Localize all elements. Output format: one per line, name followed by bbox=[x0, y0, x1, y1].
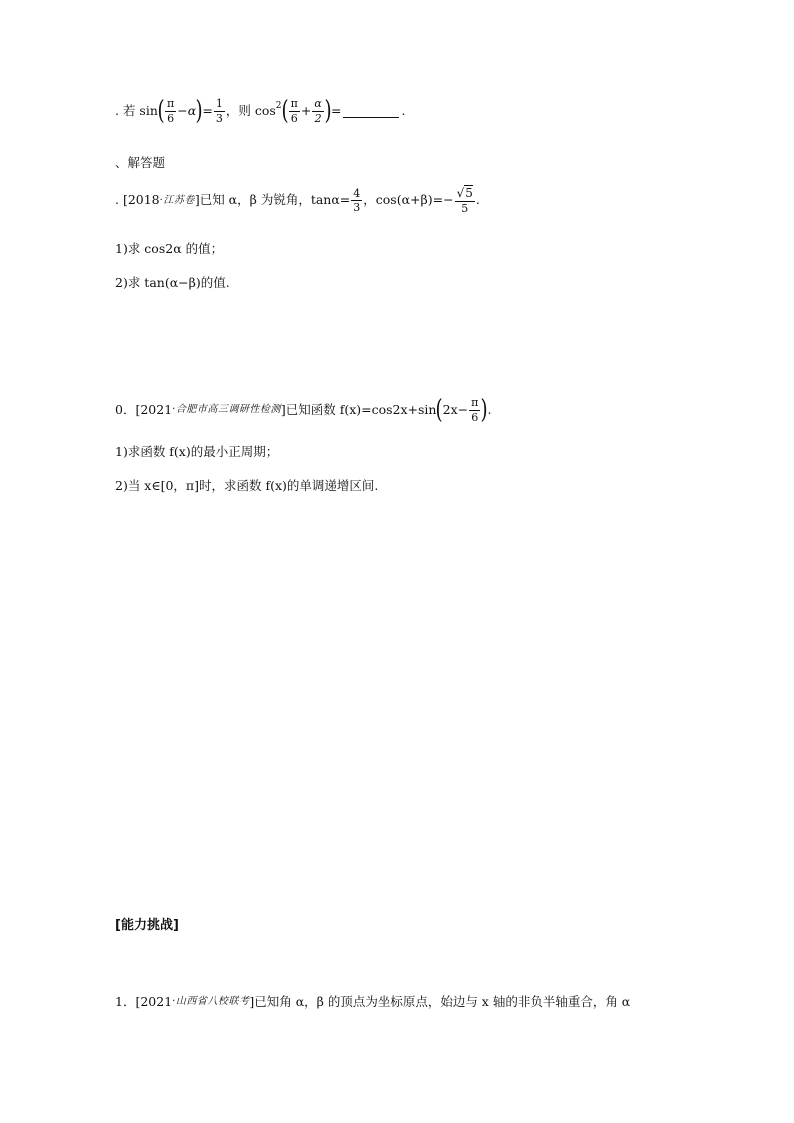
problem-sin-cos: . 若 sin ( $\frac{\pi}{6}$ −α ) = $\frac{1}{3}$ ，则 cos $^2$ ( $\frac{\pi}{6}$ + $\frac{\alpha}{2}$ ) = . bbox=[115, 96, 406, 127]
fraction: $\frac{\pi}{6}$ bbox=[290, 97, 298, 125]
problem-hefei: 0．[2021 ·合肥市高三调研性检测 ]已知函数 f(x)=cos2x+sin ( 2x− $\frac{\pi}{6}$ ) . bbox=[115, 395, 492, 426]
problem-source: ·江苏卷 bbox=[159, 194, 195, 206]
problem-source: ·合肥市高三调研性检测 bbox=[172, 404, 281, 416]
problem-part: 2)当 x∈[0，π]时，求函数 f(x)的单调递增区间. bbox=[115, 478, 379, 493]
fraction: $\frac{\alpha}{2}$ bbox=[314, 97, 322, 125]
answer-blank[interactable] bbox=[343, 105, 399, 118]
problem-part: 1)求 cos2α 的值； bbox=[115, 241, 224, 256]
fraction: $\frac{4}{3}$ bbox=[353, 186, 361, 215]
problem-part: 1)求函数 f(x)的最小正周期； bbox=[115, 444, 279, 459]
problem-shanxi: 1．[2021 ·山西省八校联考 ]已知角 α，β 的顶点为坐标原点，始边与 x 轴的非负半轴重合，角 α bbox=[115, 994, 631, 1009]
fraction: $\frac{\pi}{6}$ bbox=[471, 396, 479, 424]
problem-source: ·山西省八校联考 bbox=[172, 996, 250, 1008]
fraction: $\frac{1}{3}$ bbox=[215, 97, 223, 125]
problem-prefix: . 若 sin bbox=[115, 102, 158, 118]
problem-part: 2)求 tan(α−β)的值. bbox=[115, 275, 230, 290]
problem-jiangsu: . [2018 ·江苏卷 ]已知 α，β 为锐角，tanα= $\frac{4}{3}$ ，cos(α+β)=− $\frac{√5}{5}$ . bbox=[115, 186, 480, 215]
fraction: $\frac{√5}{5}$ bbox=[456, 186, 473, 215]
section-heading: 、解答题 bbox=[115, 155, 166, 170]
ability-heading: [能力挑战] bbox=[115, 918, 179, 933]
fraction: $\frac{\pi}{6}$ bbox=[167, 97, 175, 125]
